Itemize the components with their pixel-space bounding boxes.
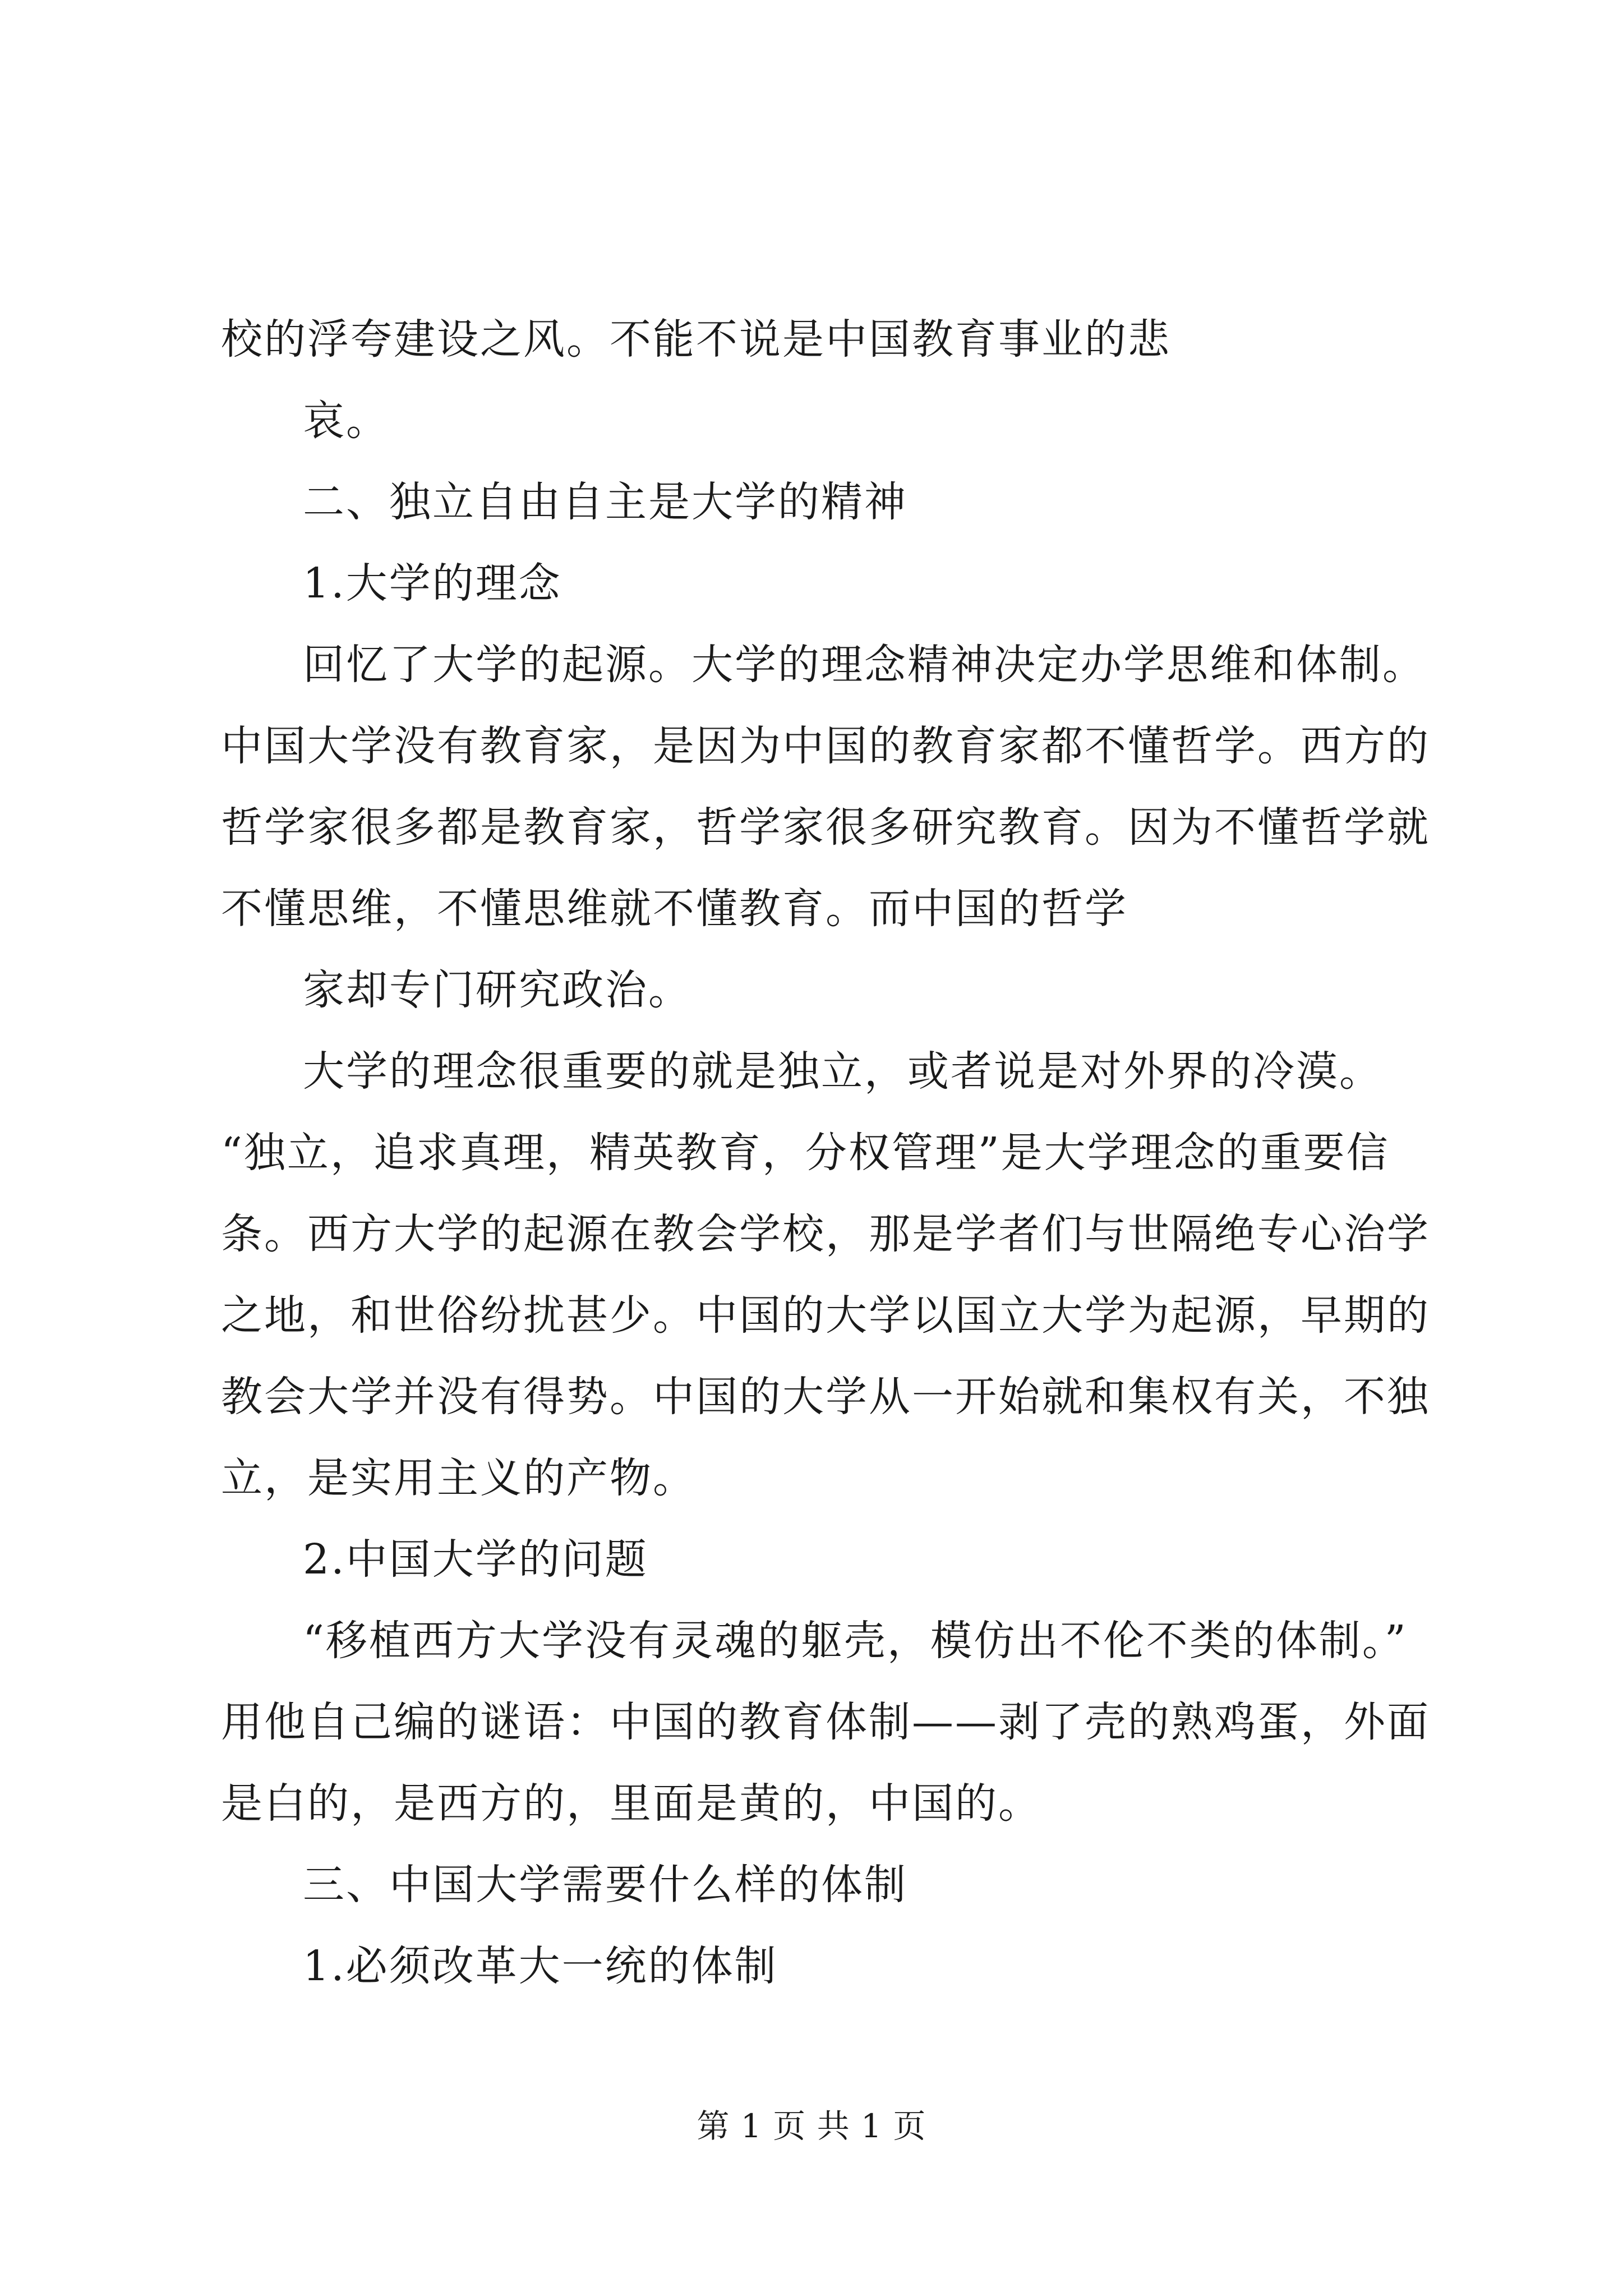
body-line-17: “移植西方大学没有灵魂的躯壳，模仿出不伦不类的体制。” <box>303 1617 1408 1665</box>
body-line-5: 回忆了大学的起源。大学的理念精神决定办学思维和体制。 <box>303 641 1426 689</box>
subheading-2-1: 1.大学的理念 <box>303 559 562 608</box>
body-line-1: 校的浮夸建设之风。不能不说是中国教育事业的悲 <box>221 315 1171 364</box>
section-heading-3: 三、中国大学需要什么样的体制 <box>303 1861 907 1909</box>
body-line-13: 之地，和世俗纷扰甚少。中国的大学以国立大学为起源，早期的 <box>221 1291 1430 1340</box>
body-line-12: 条。西方大学的起源在教会学校，那是学者们与世隔绝专心治学 <box>221 1210 1430 1258</box>
body-line-14: 教会大学并没有得势。中国的大学从一开始就和集权有关，不独 <box>221 1373 1430 1421</box>
body-line-8: 不懂思维，不懂思维就不懂教育。而中国的哲学 <box>221 885 1128 933</box>
body-line-10: 大学的理念很重要的就是独立，或者说是对外界的冷漠。 <box>303 1047 1382 1096</box>
body-line-9: 家却专门研究政治。 <box>303 966 691 1014</box>
body-line-6: 中国大学没有教育家，是因为中国的教育家都不懂哲学。西方的 <box>221 722 1430 770</box>
body-line-19: 是白的，是西方的，里面是黄的，中国的。 <box>221 1779 1041 1828</box>
body-line-11: “独立，追求真理，精英教育，分权管理”是大学理念的重要信 <box>221 1129 1390 1177</box>
section-heading-2: 二、独立自由自主是大学的精神 <box>303 478 907 526</box>
body-line-18: 用他自己编的谜语：中国的教育体制——剥了壳的熟鸡蛋，外面 <box>221 1698 1430 1746</box>
subheading-2-2: 2.中国大学的问题 <box>303 1535 648 1584</box>
body-line-15: 立，是实用主义的产物。 <box>221 1454 696 1502</box>
body-line-7: 哲学家很多都是教育家，哲学家很多研究教育。因为不懂哲学就 <box>221 803 1430 852</box>
body-line-2: 哀。 <box>303 397 389 445</box>
subheading-3-1: 1.必须改革大一统的体制 <box>303 1942 778 1990</box>
page-footer: 第 1 页 共 1 页 <box>697 2107 926 2145</box>
